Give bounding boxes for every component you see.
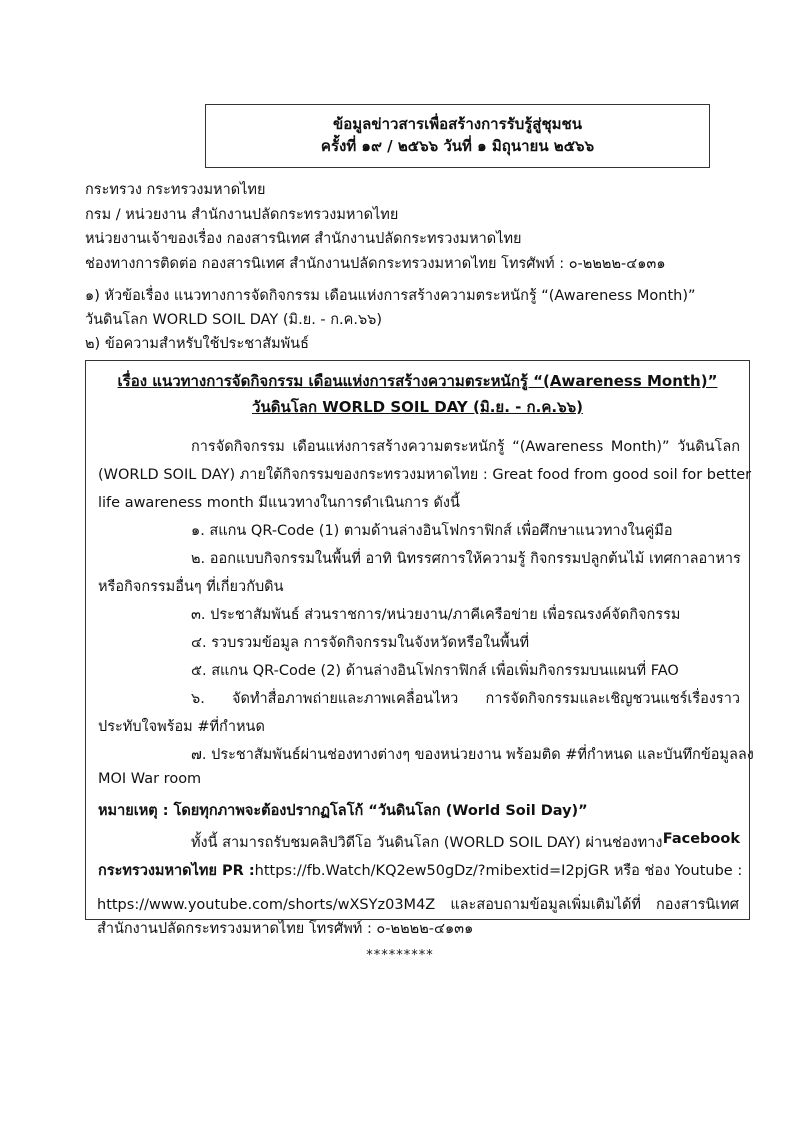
header-title: ข้อมูลข่าวสารเพื่อสร้างการรับรู้สู่ชุมชน xyxy=(333,115,582,133)
pr-message-box xyxy=(85,360,754,920)
meta-owner: หน่วยงานเจ้าของเรื่อง กองสารนิเทศ สำนักงานปลัดกระทรวงมหาดไทย xyxy=(85,231,522,247)
document-meta xyxy=(85,178,765,276)
step-6-line-1: ๖. จัดทำสื่อภาพถ่ายและภาพเคลื่อนไหว การจัดกิจกรรมและเชิญชวนแชร์เรื่องราว xyxy=(191,691,740,707)
closing-line-2 xyxy=(98,859,743,882)
meta-department: กรม / หน่วยงาน สำนักงานปลัดกระทรวงมหาดไทย xyxy=(85,206,399,223)
closing-line-1 xyxy=(191,831,740,854)
contact-phone-line: สำนักงานปลัดกระทรวงมหาดไทย โทรศัพท์ : ๐-๒๒๒๒-๔๑๓๑ xyxy=(97,921,474,937)
step-3: ๓. ประชาสัมพันธ์ ส่วนราชการ/หน่วยงาน/ภาคีเครือข่าย เพื่อรณรงค์จัดกิจกรรม xyxy=(191,607,681,623)
meta-contact: ช่องทางการติดต่อ กองสารนิเทศ สำนักงานปลัดกระทรวงมหาดไทย โทรศัพท์ : ๐-๒๒๒๒-๔๑๓๑ xyxy=(85,255,666,272)
intro-line-1: การจัดกิจกรรม เดือนแห่งการสร้างความตระหนักรู้ “(Awareness Month)” วันดินโลก xyxy=(191,439,740,455)
topic-heading: ๑) หัวข้อเรื่อง แนวทางการจัดกิจกรรม เดือนแห่งการสร้างความตระหนักรู้ “(Awareness Month)” xyxy=(85,288,696,304)
document-header-box xyxy=(205,104,710,168)
step-7-line-1: ๗. ประชาสัมพันธ์ผ่านช่องทางต่างๆ ของหน่วยงาน พร้อมติด #ที่กำหนด และบันทึกข้อมูลลง xyxy=(191,747,754,763)
box-title-line1: เรื่อง แนวทางการจัดกิจกรรม เดือนแห่งการสร้างความตระหนักรู้ “(Awareness Month)” xyxy=(117,372,718,390)
step-2-line-2: หรือกิจกรรมอื่นๆ ที่เกี่ยวกับดิน xyxy=(98,579,284,595)
box-title-line2: วันดินโลก WORLD SOIL DAY (มิ.ย. - ก.ค.๖๖) xyxy=(252,398,583,416)
header-issue-date: ครั้งที่ ๑๙ / ๒๕๖๖ วันที่ ๑ มิถุนายน ๒๕๖๖ xyxy=(320,137,595,155)
youtube-link-line[interactable]: https://www.youtube.com/shorts/wXSYz03M4Z และสอบถามข้อมูลเพิ่มเติมได้ที่ กองสารนิเทศ xyxy=(97,897,739,913)
topic-subheading: วันดินโลก WORLD SOIL DAY (มิ.ย. - ก.ค.๖๖) xyxy=(85,312,383,328)
facebook-link[interactable]: https://fb.Watch/KQ2ew50gDz/?mibextid=I2pjGR หรือ ช่อง Youtube : xyxy=(254,863,743,879)
step-2-line-1: ๒. ออกแบบกิจกรรมในพื้นที่ อาทิ นิทรรศการให้ความรู้ กิจกรรมปลูกต้นไม้ เทศกาลอาหาร xyxy=(191,551,741,567)
step-7-line-2: MOI War room xyxy=(98,771,202,787)
end-marker: ********* xyxy=(366,948,434,963)
step-6-line-2: ประทับใจพร้อม #ที่กำหนด xyxy=(98,719,265,735)
intro-line-2: (WORLD SOIL DAY) ภายใต้กิจกรรมของกระทรวงมหาดไทย : Great food from good soil for better xyxy=(98,467,752,483)
pr-message-heading: ๒) ข้อความสำหรับใช้ประชาสัมพันธ์ xyxy=(85,336,309,352)
intro-line-3: life awareness month มีแนวทางในการดำเนินการ ดังนี้ xyxy=(98,495,460,511)
closing-line-1-text: ทั้งนี้ สามารถรับชมคลิปวิดีโอ วันดินโลก (WORLD SOIL DAY) ผ่านช่องทาง xyxy=(191,835,663,851)
facebook-label: Facebook xyxy=(662,831,740,847)
step-4: ๔. รวบรวมข้อมูล การจัดกิจกรรมในจังหวัดหรือในพื้นที่ xyxy=(191,635,530,651)
step-1: ๑. สแกน QR-Code (1) ตามด้านล่างอินโฟกราฟิกส์ เพื่อศึกษาแนวทางในคู่มือ xyxy=(191,523,673,539)
logo-note: หมายเหตุ : โดยทุกภาพจะต้องปรากฏโลโก้ “วันดินโลก (World Soil Day)” xyxy=(98,803,588,819)
topic-section xyxy=(85,284,765,356)
facebook-page-name: กระทรวงมหาดไทย PR : xyxy=(98,863,255,879)
meta-ministry: กระทรวง กระทรวงมหาดไทย xyxy=(85,182,266,198)
step-5: ๕. สแกน QR-Code (2) ด้านล่างอินโฟกราฟิกส์ เพื่อเพิ่มกิจกรรมบนแผนที่ FAO xyxy=(191,663,679,679)
